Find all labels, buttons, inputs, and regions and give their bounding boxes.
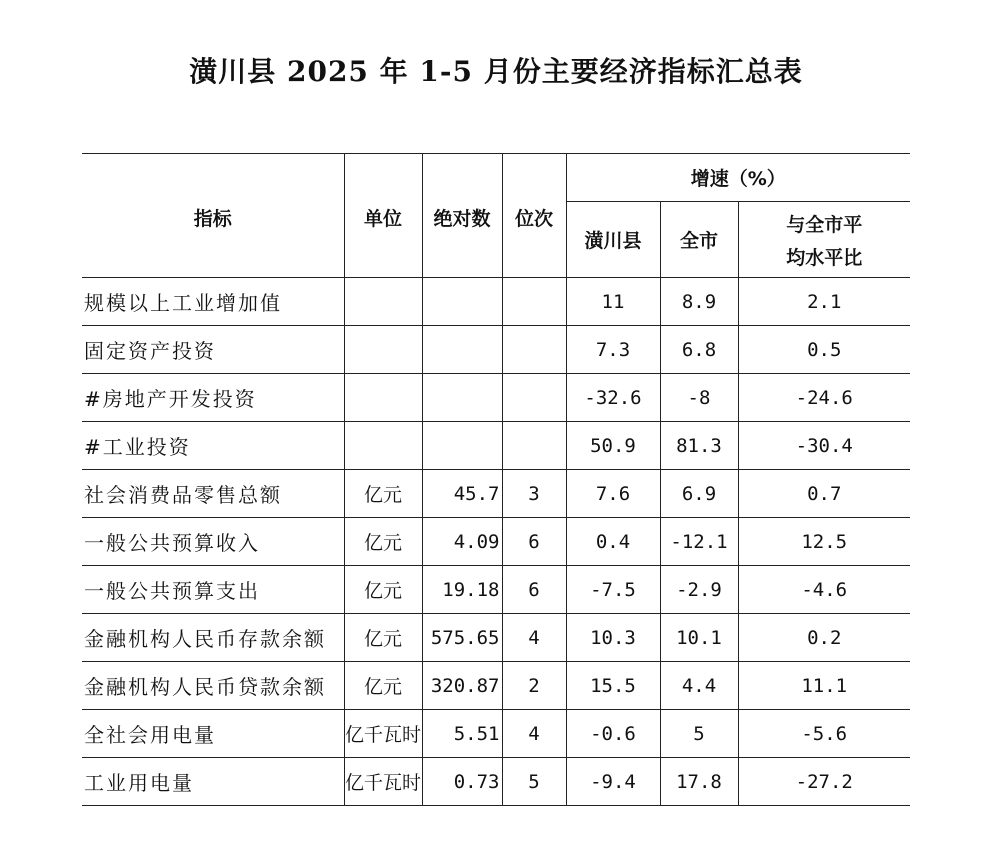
row-rank: 5 — [502, 758, 566, 806]
row-unit: 亿元 — [344, 518, 422, 566]
row-absolute: 45.7 — [422, 470, 502, 518]
row-name: 金融机构人民币贷款余额 — [82, 662, 344, 710]
row-rank: 6 — [502, 518, 566, 566]
row-absolute — [422, 374, 502, 422]
header-county: 潢川县 — [566, 202, 660, 278]
row-unit: 亿千瓦时 — [344, 758, 422, 806]
row-name: 全社会用电量 — [82, 710, 344, 758]
row-unit: 亿元 — [344, 614, 422, 662]
row-absolute — [422, 278, 502, 326]
page-title: 潢川县 2025 年 1-5 月份主要经济指标汇总表 — [189, 55, 803, 88]
row-compare: -27.2 — [738, 758, 910, 806]
row-city-growth: 5 — [660, 710, 738, 758]
header-growth: 增速（%） — [566, 154, 910, 202]
row-name: 一般公共预算收入 — [82, 518, 344, 566]
row-county-growth: 15.5 — [566, 662, 660, 710]
row-county-growth: 0.4 — [566, 518, 660, 566]
row-city-growth: -2.9 — [660, 566, 738, 614]
row-compare: 12.5 — [738, 518, 910, 566]
row-county-growth: 11 — [566, 278, 660, 326]
row-unit: 亿元 — [344, 470, 422, 518]
row-county-growth: 7.3 — [566, 326, 660, 374]
row-name: 一般公共预算支出 — [82, 566, 344, 614]
row-city-growth: 8.9 — [660, 278, 738, 326]
row-rank: 4 — [502, 710, 566, 758]
table-row — [82, 518, 910, 566]
table-row — [82, 710, 910, 758]
table-row — [82, 278, 910, 326]
row-county-growth: -7.5 — [566, 566, 660, 614]
row-county-growth: 50.9 — [566, 422, 660, 470]
header-row-top — [82, 154, 910, 202]
header-unit: 单位 — [344, 154, 422, 278]
header-indicator: 指标 — [82, 154, 344, 278]
row-compare: 0.7 — [738, 470, 910, 518]
row-name: #工业投资 — [82, 422, 344, 470]
row-unit — [344, 374, 422, 422]
row-absolute — [422, 422, 502, 470]
table-row — [82, 470, 910, 518]
row-city-growth: 17.8 — [660, 758, 738, 806]
row-compare: -30.4 — [738, 422, 910, 470]
row-absolute: 4.09 — [422, 518, 502, 566]
row-rank — [502, 374, 566, 422]
row-name: 固定资产投资 — [82, 326, 344, 374]
table-row — [82, 326, 910, 374]
row-name: 社会消费品零售总额 — [82, 470, 344, 518]
row-unit: 亿千瓦时 — [344, 710, 422, 758]
row-rank — [502, 422, 566, 470]
row-name: 规模以上工业增加值 — [82, 278, 344, 326]
row-compare: 11.1 — [738, 662, 910, 710]
row-compare: 0.2 — [738, 614, 910, 662]
indicators-table — [82, 153, 910, 806]
row-unit: 亿元 — [344, 566, 422, 614]
row-unit — [344, 422, 422, 470]
row-city-growth: 4.4 — [660, 662, 738, 710]
table-row — [82, 422, 910, 470]
header-compare — [738, 202, 910, 278]
table-row — [82, 614, 910, 662]
row-city-growth: 6.8 — [660, 326, 738, 374]
row-compare: -4.6 — [738, 566, 910, 614]
row-county-growth: -32.6 — [566, 374, 660, 422]
row-name: 金融机构人民币存款余额 — [82, 614, 344, 662]
row-city-growth: -12.1 — [660, 518, 738, 566]
row-name: #房地产开发投资 — [82, 374, 344, 422]
table-row — [82, 662, 910, 710]
row-city-growth: 6.9 — [660, 470, 738, 518]
header-city: 全市 — [660, 202, 738, 278]
row-compare: -24.6 — [738, 374, 910, 422]
row-rank: 3 — [502, 470, 566, 518]
row-county-growth: 10.3 — [566, 614, 660, 662]
table-row — [82, 566, 910, 614]
row-absolute — [422, 326, 502, 374]
row-rank — [502, 326, 566, 374]
row-compare: 2.1 — [738, 278, 910, 326]
row-unit — [344, 326, 422, 374]
row-name: 工业用电量 — [82, 758, 344, 806]
row-rank: 6 — [502, 566, 566, 614]
row-unit — [344, 278, 422, 326]
row-absolute: 575.65 — [422, 614, 502, 662]
row-rank: 4 — [502, 614, 566, 662]
row-absolute: 19.18 — [422, 566, 502, 614]
header-compare-line1: 与全市平 — [786, 213, 863, 236]
row-rank: 2 — [502, 662, 566, 710]
row-city-growth: 81.3 — [660, 422, 738, 470]
row-compare: -5.6 — [738, 710, 910, 758]
row-county-growth: -9.4 — [566, 758, 660, 806]
table-row — [82, 374, 910, 422]
row-absolute: 5.51 — [422, 710, 502, 758]
row-city-growth: -8 — [660, 374, 738, 422]
row-absolute: 320.87 — [422, 662, 502, 710]
row-rank — [502, 278, 566, 326]
row-absolute: 0.73 — [422, 758, 502, 806]
header-absolute: 绝对数 — [422, 154, 502, 278]
row-unit: 亿元 — [344, 662, 422, 710]
row-city-growth: 10.1 — [660, 614, 738, 662]
header-rank: 位次 — [502, 154, 566, 278]
table-row — [82, 758, 910, 806]
header-compare-line2: 均水平比 — [786, 246, 863, 269]
row-compare: 0.5 — [738, 326, 910, 374]
row-county-growth: 7.6 — [566, 470, 660, 518]
row-county-growth: -0.6 — [566, 710, 660, 758]
